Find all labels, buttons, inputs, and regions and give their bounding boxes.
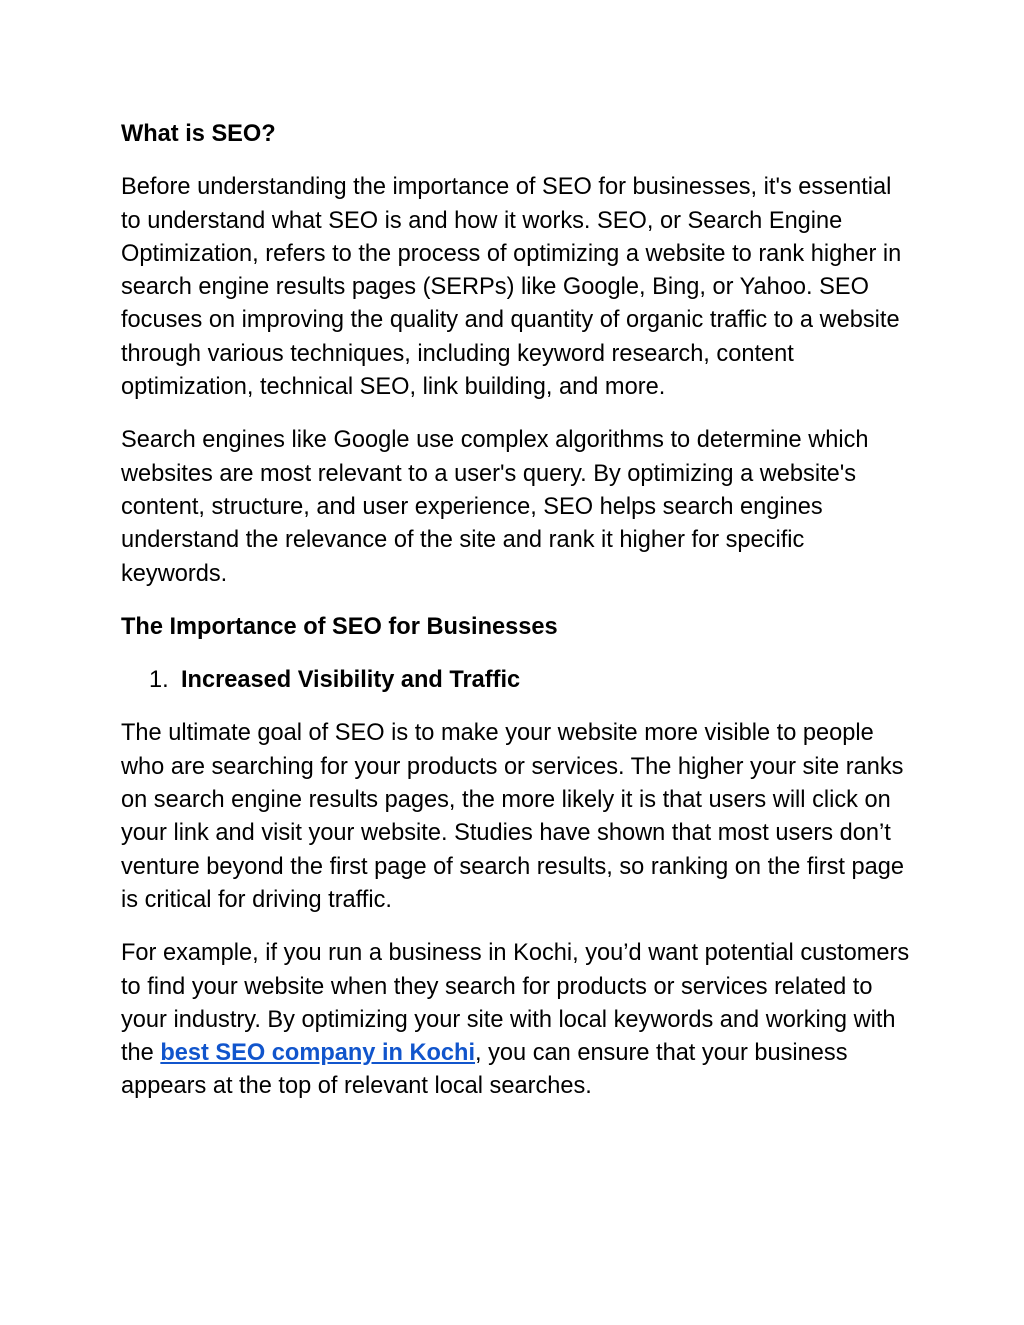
- list-item-number: 1.: [149, 667, 169, 694]
- list-item-text: Increased Visibility and Traffic: [181, 667, 521, 694]
- list-item: [121, 664, 911, 697]
- heading-what-is-seo: What is SEO?: [121, 121, 276, 147]
- heading-importance-of-seo: The Importance of SEO for Businesses: [121, 613, 558, 640]
- best-seo-company-link[interactable]: best SEO company in Kochi: [160, 1040, 476, 1067]
- numbered-list: [121, 664, 911, 697]
- kochi-text-before-link: For example, if you run a business in Kochi, you’d want potential customers to find your website when they search for products or services related to your industry. By optimizing your site with local keywords and working with the: [121, 940, 910, 1067]
- paragraph-kochi-example: [121, 937, 911, 1103]
- document-content: [121, 118, 911, 1124]
- kochi-text-after-link: , you can ensure that your business appears at the top of relevant local searches.: [121, 1040, 848, 1100]
- paragraph-search-algorithms: Search engines like Google use complex algorithms to determine which websites are most relevant to a user's query. By optimizing a website's content, structure, and user experience, SEO helps search engines understand the relevance of the site and rank it higher for specific keywords.: [121, 427, 869, 587]
- paragraph-visibility-goal: The ultimate goal of SEO is to make your website more visible to people who are searching for your products or services. The higher your site ranks on search engine results pages, the more likely it is that users will click on your link and visit your website. Studies have shown that most users don’t venture beyond the first page of search results, so ranking on the first page is critical for driving traffic.: [121, 720, 904, 913]
- paragraph-seo-definition: Before understanding the importance of SEO for businesses, it's essential to understand what SEO is and how it works. SEO, or Search Engine Optimization, refers to the process of optimizing a website to rank higher in search engine results pages (SERPs) like Google, Bing, or Yahoo. SEO focuses on improving the quality and quantity of organic traffic to a website through various techniques, including keyword research, content optimization, technical SEO, link building, and more.: [121, 174, 902, 401]
